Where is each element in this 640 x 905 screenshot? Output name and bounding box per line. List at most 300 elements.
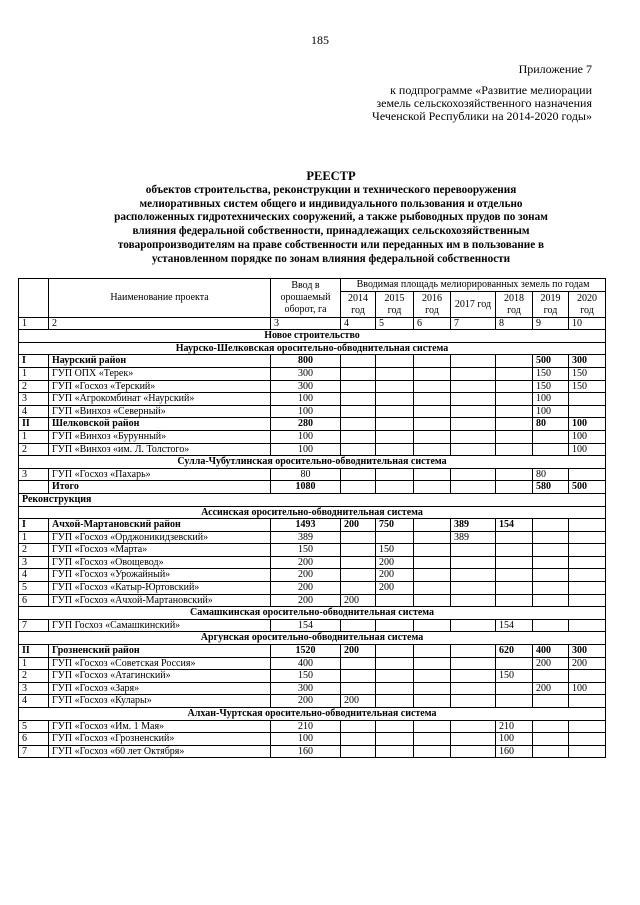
value-cell	[414, 556, 451, 569]
value-cell: 210	[496, 720, 533, 733]
value-cell	[496, 556, 533, 569]
value-cell	[451, 682, 496, 695]
value-cell	[376, 443, 414, 456]
appendix-note	[372, 63, 592, 123]
value-cell	[569, 695, 606, 708]
value-cell	[341, 481, 376, 494]
row-number-cell: 6	[19, 594, 49, 607]
value-cell: 154	[271, 619, 341, 632]
value-cell	[569, 405, 606, 418]
value-cell: 80	[533, 418, 569, 431]
project-name-cell: ГУП «Госхоз «Орджоникидзевский»	[49, 531, 271, 544]
value-cell	[341, 544, 376, 557]
title-line: установленном порядке по зонам влияния федеральной собственности	[151, 252, 511, 265]
value-cell	[496, 418, 533, 431]
value-cell	[533, 670, 569, 683]
appendix-label: Приложение 7	[518, 62, 592, 76]
value-cell	[533, 531, 569, 544]
value-cell	[569, 582, 606, 595]
value-cell	[451, 393, 496, 406]
value-cell	[451, 594, 496, 607]
value-cell: 150	[569, 367, 606, 380]
value-cell	[569, 720, 606, 733]
value-cell	[376, 468, 414, 481]
title-line: влияния федеральной собственности, принадлежащих сельскохозяйственным	[132, 225, 530, 238]
subtotal-row	[19, 481, 606, 494]
value-cell	[533, 582, 569, 595]
subtotal-row	[19, 645, 606, 658]
column-number-cell: 5	[376, 317, 414, 330]
value-cell: 200	[533, 682, 569, 695]
project-name-cell: ГУП Госхоз «Самашкинский»	[49, 619, 271, 632]
value-cell	[341, 380, 376, 393]
table-row	[19, 380, 606, 393]
column-number-cell: 1	[19, 317, 49, 330]
value-cell	[496, 695, 533, 708]
row-number-cell: II	[19, 418, 49, 431]
value-cell: 300	[271, 682, 341, 695]
value-cell: 200	[271, 556, 341, 569]
project-name-cell: ГУП «Госхоз «Овощевод»	[49, 556, 271, 569]
value-cell: 200	[376, 582, 414, 595]
value-cell: 389	[451, 531, 496, 544]
value-cell	[533, 569, 569, 582]
value-cell	[376, 355, 414, 368]
value-cell	[451, 443, 496, 456]
table-body	[19, 330, 606, 758]
title-line: товаропроизводителям на праве собственности или переданных им в пользование в	[117, 238, 545, 251]
value-cell	[451, 355, 496, 368]
value-cell: 80	[271, 468, 341, 481]
value-cell	[451, 733, 496, 746]
row-number-cell: 1	[19, 430, 49, 443]
value-cell	[533, 619, 569, 632]
value-cell: 1080	[271, 481, 341, 494]
value-cell	[533, 695, 569, 708]
col-commission-header: Ввод в орошаемый оборот, га	[271, 279, 341, 318]
year-header: 2020 год	[569, 291, 606, 317]
row-number-cell: 3	[19, 468, 49, 481]
value-cell	[414, 544, 451, 557]
value-cell: 400	[533, 645, 569, 658]
system-header-row	[19, 607, 606, 620]
value-cell: 200	[341, 695, 376, 708]
value-cell	[569, 544, 606, 557]
value-cell	[341, 745, 376, 758]
value-cell	[533, 556, 569, 569]
project-name-cell: Итого	[49, 481, 271, 494]
value-cell	[451, 619, 496, 632]
table-row	[19, 695, 606, 708]
value-cell	[341, 682, 376, 695]
value-cell: 100	[271, 430, 341, 443]
value-cell: 400	[271, 657, 341, 670]
system-header-row	[19, 632, 606, 645]
table-row	[19, 531, 606, 544]
project-name-cell: ГУП «Госхоз «60 лет Октября»	[49, 745, 271, 758]
value-cell	[414, 405, 451, 418]
value-cell: 500	[569, 481, 606, 494]
value-cell: 389	[271, 531, 341, 544]
value-cell: 200	[271, 582, 341, 595]
value-cell	[341, 468, 376, 481]
value-cell	[569, 519, 606, 532]
column-number-cell: 7	[451, 317, 496, 330]
col-number-header	[19, 279, 49, 318]
column-number-cell: 10	[569, 317, 606, 330]
project-name-cell: ГУП «Госхоз «Урожайный»	[49, 569, 271, 582]
value-cell	[341, 443, 376, 456]
value-cell	[496, 443, 533, 456]
value-cell	[414, 720, 451, 733]
value-cell	[341, 670, 376, 683]
value-cell: 620	[496, 645, 533, 658]
value-cell	[451, 645, 496, 658]
row-number-cell: 5	[19, 582, 49, 595]
row-number-cell: 3	[19, 556, 49, 569]
value-cell: 300	[569, 355, 606, 368]
value-cell	[376, 405, 414, 418]
table-row	[19, 720, 606, 733]
title-line: расположенных гидротехнических сооружений, а также рыбоводных прудов по зонам	[114, 211, 548, 224]
value-cell	[376, 657, 414, 670]
value-cell	[414, 582, 451, 595]
value-cell: 150	[271, 544, 341, 557]
value-cell	[341, 582, 376, 595]
project-name-cell: Наурский район	[49, 355, 271, 368]
table-row	[19, 582, 606, 595]
value-cell	[376, 481, 414, 494]
col-name-header: Наименование проекта	[49, 279, 271, 318]
value-cell	[496, 569, 533, 582]
value-cell: 1493	[271, 519, 341, 532]
subtotal-row	[19, 355, 606, 368]
value-cell	[414, 569, 451, 582]
value-cell	[569, 670, 606, 683]
table-row	[19, 569, 606, 582]
row-number-cell: 3	[19, 393, 49, 406]
value-cell	[451, 418, 496, 431]
table-row	[19, 657, 606, 670]
project-name-cell: ГУП «Госхоз «Советская Россия»	[49, 657, 271, 670]
value-cell	[451, 670, 496, 683]
column-number-cell: 4	[341, 317, 376, 330]
value-cell: 80	[533, 468, 569, 481]
value-cell: 200	[271, 569, 341, 582]
value-cell	[496, 582, 533, 595]
value-cell	[414, 430, 451, 443]
value-cell	[451, 481, 496, 494]
value-cell: 100	[569, 443, 606, 456]
value-cell	[414, 519, 451, 532]
value-cell	[569, 393, 606, 406]
row-number-cell: 1	[19, 531, 49, 544]
year-header: 2014 год	[341, 291, 376, 317]
value-cell	[496, 531, 533, 544]
column-number-cell: 6	[414, 317, 451, 330]
value-cell	[569, 733, 606, 746]
value-cell	[569, 556, 606, 569]
row-number-cell: 7	[19, 745, 49, 758]
value-cell: 1520	[271, 645, 341, 658]
value-cell	[496, 367, 533, 380]
subtotal-row	[19, 519, 606, 532]
value-cell	[376, 367, 414, 380]
project-name-cell: ГУП «Госхоз «Терский»	[49, 380, 271, 393]
value-cell	[376, 430, 414, 443]
value-cell: 150	[271, 670, 341, 683]
table-row	[19, 405, 606, 418]
value-cell	[451, 405, 496, 418]
value-cell	[451, 380, 496, 393]
value-cell	[341, 556, 376, 569]
value-cell	[496, 544, 533, 557]
row-number-cell: 4	[19, 405, 49, 418]
value-cell	[341, 569, 376, 582]
row-number-cell: I	[19, 355, 49, 368]
table-header	[19, 279, 606, 330]
section-title: Наурско-Шелковская оросительно-обводнительная система	[19, 342, 606, 355]
value-cell: 160	[496, 745, 533, 758]
table-row	[19, 443, 606, 456]
value-cell	[341, 430, 376, 443]
column-number-row	[19, 317, 606, 330]
section-title: Ассинская оросительно-обводнительная система	[19, 506, 606, 519]
value-cell	[496, 657, 533, 670]
row-number-cell: 4	[19, 695, 49, 708]
value-cell: 300	[271, 367, 341, 380]
value-cell	[341, 619, 376, 632]
system-header-row	[19, 456, 606, 469]
value-cell: 750	[376, 519, 414, 532]
value-cell	[414, 443, 451, 456]
value-cell	[414, 695, 451, 708]
row-number-cell: 5	[19, 720, 49, 733]
column-number-cell: 3	[271, 317, 341, 330]
row-number-cell: 1	[19, 657, 49, 670]
value-cell: 210	[271, 720, 341, 733]
project-name-cell: Грозненский район	[49, 645, 271, 658]
table-row	[19, 468, 606, 481]
value-cell	[451, 657, 496, 670]
section-header-row	[19, 330, 606, 343]
system-header-row	[19, 708, 606, 721]
year-header: 2015 год	[376, 291, 414, 317]
document-title	[78, 170, 584, 267]
value-cell	[341, 367, 376, 380]
value-cell	[376, 418, 414, 431]
value-cell	[414, 645, 451, 658]
value-cell: 580	[533, 481, 569, 494]
value-cell: 150	[533, 367, 569, 380]
project-name-cell: ГУП «Винхоз «Северный»	[49, 405, 271, 418]
value-cell	[376, 619, 414, 632]
value-cell	[414, 531, 451, 544]
value-cell: 200	[271, 594, 341, 607]
year-header: 2018 год	[496, 291, 533, 317]
value-cell	[341, 733, 376, 746]
value-cell	[414, 355, 451, 368]
value-cell	[376, 531, 414, 544]
registry-table	[18, 278, 606, 758]
column-number-cell: 2	[49, 317, 271, 330]
project-name-cell: ГУП ОПХ «Терек»	[49, 367, 271, 380]
value-cell	[496, 682, 533, 695]
value-cell	[451, 745, 496, 758]
section-title: Сулла-Чубутлинская оросительно-обводнительная система	[19, 456, 606, 469]
value-cell: 100	[496, 733, 533, 746]
value-cell: 154	[496, 619, 533, 632]
section-title: Новое строительство	[19, 330, 606, 343]
subtotal-row	[19, 418, 606, 431]
title-line: объектов строительства, реконструкции и технического перевооружения	[145, 183, 517, 196]
row-number-cell: II	[19, 645, 49, 658]
value-cell	[414, 682, 451, 695]
project-name-cell: Ачхой-Мартановский район	[49, 519, 271, 532]
project-name-cell: ГУП «Госхоз «Атагинский»	[49, 670, 271, 683]
value-cell	[496, 380, 533, 393]
value-cell	[496, 405, 533, 418]
project-name-cell: ГУП «Агрокомбинат «Наурский»	[49, 393, 271, 406]
value-cell	[414, 380, 451, 393]
value-cell	[376, 380, 414, 393]
value-cell	[414, 393, 451, 406]
value-cell: 150	[376, 544, 414, 557]
column-number-cell: 9	[533, 317, 569, 330]
value-cell: 800	[271, 355, 341, 368]
value-cell	[376, 594, 414, 607]
project-name-cell: ГУП «Госхоз «Кулары»	[49, 695, 271, 708]
value-cell	[496, 355, 533, 368]
project-name-cell: ГУП «Винхоз «им. Л. Толстого»	[49, 443, 271, 456]
row-number-cell: 3	[19, 682, 49, 695]
value-cell: 100	[533, 405, 569, 418]
row-number-cell: 7	[19, 619, 49, 632]
row-number-cell: 1	[19, 367, 49, 380]
value-cell: 280	[271, 418, 341, 431]
value-cell	[533, 544, 569, 557]
table-row	[19, 733, 606, 746]
value-cell	[376, 670, 414, 683]
value-cell	[341, 531, 376, 544]
value-cell	[376, 720, 414, 733]
value-cell: 100	[569, 430, 606, 443]
project-name-cell: ГУП «Госхоз «Марта»	[49, 544, 271, 557]
col-area-header: Вводимая площадь мелиорированных земель по годам	[341, 279, 606, 292]
value-cell	[376, 745, 414, 758]
row-number-cell: 6	[19, 733, 49, 746]
value-cell	[569, 745, 606, 758]
project-name-cell: ГУП «Госхоз «Грозненский»	[49, 733, 271, 746]
value-cell	[451, 430, 496, 443]
value-cell	[451, 544, 496, 557]
value-cell	[341, 405, 376, 418]
value-cell	[533, 443, 569, 456]
value-cell	[341, 657, 376, 670]
project-name-cell: ГУП «Винхоз «Бурунный»	[49, 430, 271, 443]
row-number-cell: 2	[19, 670, 49, 683]
value-cell: 200	[341, 594, 376, 607]
table-row	[19, 594, 606, 607]
value-cell: 300	[271, 380, 341, 393]
value-cell: 100	[533, 393, 569, 406]
value-cell: 160	[271, 745, 341, 758]
year-header: 2019 год	[533, 291, 569, 317]
value-cell	[414, 418, 451, 431]
value-cell	[376, 695, 414, 708]
value-cell	[376, 733, 414, 746]
project-name-cell: ГУП «Госхоз «Ачхой-Мартановский»	[49, 594, 271, 607]
table-row	[19, 544, 606, 557]
value-cell	[533, 745, 569, 758]
value-cell	[414, 619, 451, 632]
project-name-cell: ГУП «Госхоз «Заря»	[49, 682, 271, 695]
value-cell: 154	[496, 519, 533, 532]
value-cell	[451, 720, 496, 733]
value-cell	[414, 367, 451, 380]
value-cell	[414, 594, 451, 607]
value-cell	[451, 367, 496, 380]
value-cell	[414, 468, 451, 481]
value-cell	[533, 594, 569, 607]
row-number-cell: 4	[19, 569, 49, 582]
value-cell: 300	[569, 645, 606, 658]
table-row	[19, 556, 606, 569]
table-row	[19, 430, 606, 443]
value-cell: 100	[569, 418, 606, 431]
page-number: 185	[311, 33, 329, 47]
value-cell: 150	[569, 380, 606, 393]
appendix-line: к подпрограмме «Развитие мелиорации	[390, 83, 592, 97]
value-cell	[376, 682, 414, 695]
section-title: Самашкинская оросительно-обводнительная система	[19, 607, 606, 620]
value-cell	[414, 733, 451, 746]
section-title: Реконструкция	[19, 493, 606, 506]
value-cell: 200	[376, 569, 414, 582]
value-cell: 150	[496, 670, 533, 683]
appendix-line: земель сельскохозяйственного назначения	[376, 96, 592, 110]
project-name-cell: Шелковской район	[49, 418, 271, 431]
table-row	[19, 745, 606, 758]
project-name-cell: ГУП «Госхоз «Катыр-Юртовский»	[49, 582, 271, 595]
value-cell	[414, 481, 451, 494]
title-main: РЕЕСТР	[306, 169, 356, 183]
section-title: Алхан-Чуртская оросительно-обводнительная система	[19, 708, 606, 721]
value-cell: 500	[533, 355, 569, 368]
system-header-row	[19, 506, 606, 519]
row-number-cell: 2	[19, 443, 49, 456]
table-row	[19, 682, 606, 695]
value-cell	[341, 393, 376, 406]
value-cell	[376, 393, 414, 406]
value-cell	[533, 720, 569, 733]
section-header-row	[19, 493, 606, 506]
value-cell: 100	[271, 405, 341, 418]
value-cell	[376, 645, 414, 658]
value-cell	[569, 619, 606, 632]
value-cell	[451, 468, 496, 481]
value-cell: 100	[271, 393, 341, 406]
value-cell	[496, 393, 533, 406]
value-cell	[414, 745, 451, 758]
table-row	[19, 670, 606, 683]
row-number-cell: 2	[19, 380, 49, 393]
year-header: 2016 год	[414, 291, 451, 317]
value-cell: 100	[271, 733, 341, 746]
value-cell	[414, 657, 451, 670]
value-cell: 200	[341, 645, 376, 658]
system-header-row	[19, 342, 606, 355]
